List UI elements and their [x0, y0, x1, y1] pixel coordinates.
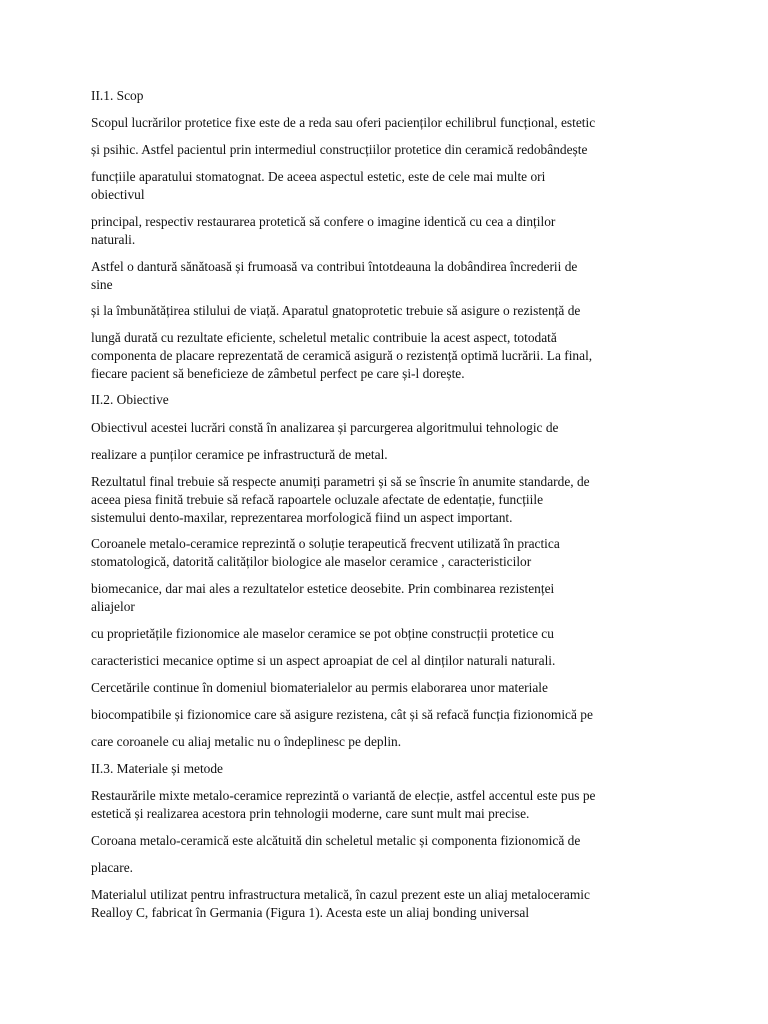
paragraph: realizare a punților ceramice pe infrastructură de metal.: [91, 447, 388, 462]
paragraph: Coroanele metalo-ceramice reprezintă o soluție terapeutică frecvent utilizată în practica stomatologică, datorită calităților biologice ale maselor ceramice , caracteristicilor: [91, 536, 560, 569]
paragraph: principal, respectiv restaurarea protetică să confere o imagine identică cu cea a dinților naturali.: [91, 214, 556, 247]
paragraph: biomecanice, dar mai ales a rezultatelor estetice deosebite. Prin combinarea rezistenței aliajelor: [91, 581, 555, 614]
paragraph: Obiectivul acestei lucrări constă în analizarea și parcurgerea algoritmului tehnologic de: [91, 420, 559, 435]
paragraph: Rezultatul final trebuie să respecte anumiți parametri și să se înscrie în anumite standarde, de aceea piesa finită trebuie să refacă rapoartele ocluzale afectate de edentație, funcțiile sistemului dento-maxilar, reprezentarea morfologică fiind un aspect important.: [91, 474, 590, 525]
paragraph: care coroanele cu aliaj metalic nu o îndeplinesc pe deplin.: [91, 734, 402, 749]
paragraph: Coroana metalo-ceramică este alcătuită din scheletul metalic și componenta fizionomică de: [91, 833, 581, 848]
paragraph: cu proprietățile fizionomice ale maselor ceramice se pot obține construcții protetice cu: [91, 626, 554, 641]
heading-materiale-si-metode: II.3. Materiale și metode: [91, 761, 223, 776]
paragraph: și la îmbunătățirea stilului de viață. Aparatul gnatoprotetic trebuie să asigure o rezistență de: [91, 303, 581, 318]
paragraph: Restaurările mixte metalo-ceramice reprezintă o variantă de elecție, astfel accentul este pus pe estetică și realizarea acestora prin tehnologii moderne, care sunt mult mai precise.: [91, 788, 596, 821]
heading-scop: II.1. Scop: [91, 88, 144, 103]
paragraph: funcțiile aparatului stomatognat. De aceea aspectul estetic, este de cele mai multe ori obiectivul: [91, 169, 546, 202]
paragraph: caracteristici mecanice optime si un aspect aproapiat de cel al dinților naturali naturali.: [91, 653, 556, 668]
paragraph: Scopul lucrărilor protetice fixe este de a reda sau oferi pacienților echilibrul funcțional, estetic: [91, 115, 596, 130]
paragraph: placare.: [91, 860, 133, 875]
paragraph: lungă durată cu rezultate eficiente, scheletul metalic contribuie la acest aspect, totodată componenta de placare reprezentată de ceramică asigură o rezistență optimă lucrării. La final, fiecare pacient să beneficieze de zâmbetul perfect pe care și-l dorește.: [91, 330, 593, 381]
paragraph: Materialul utilizat pentru infrastructura metalică, în cazul prezent este un aliaj metaloceramic Realloy C, fabricat în Germania (Figura 1). Acesta este un aliaj bonding universal: [91, 887, 590, 920]
paragraph: și psihic. Astfel pacientul prin intermediul construcțiilor protetice din ceramică redobândește: [91, 142, 588, 157]
paragraph: biocompatibile și fizionomice care să asigure rezistena, cât și să refacă funcția fizionomică pe: [91, 707, 593, 722]
heading-obiective: II.2. Obiective: [91, 392, 169, 407]
paragraph: Cercetările continue în domeniul biomaterialelor au permis elaborarea unor materiale: [91, 680, 548, 695]
paragraph: Astfel o dantură sănătoasă și frumoasă va contribui întotdeauna la dobândirea încrederii de sine: [91, 259, 578, 292]
